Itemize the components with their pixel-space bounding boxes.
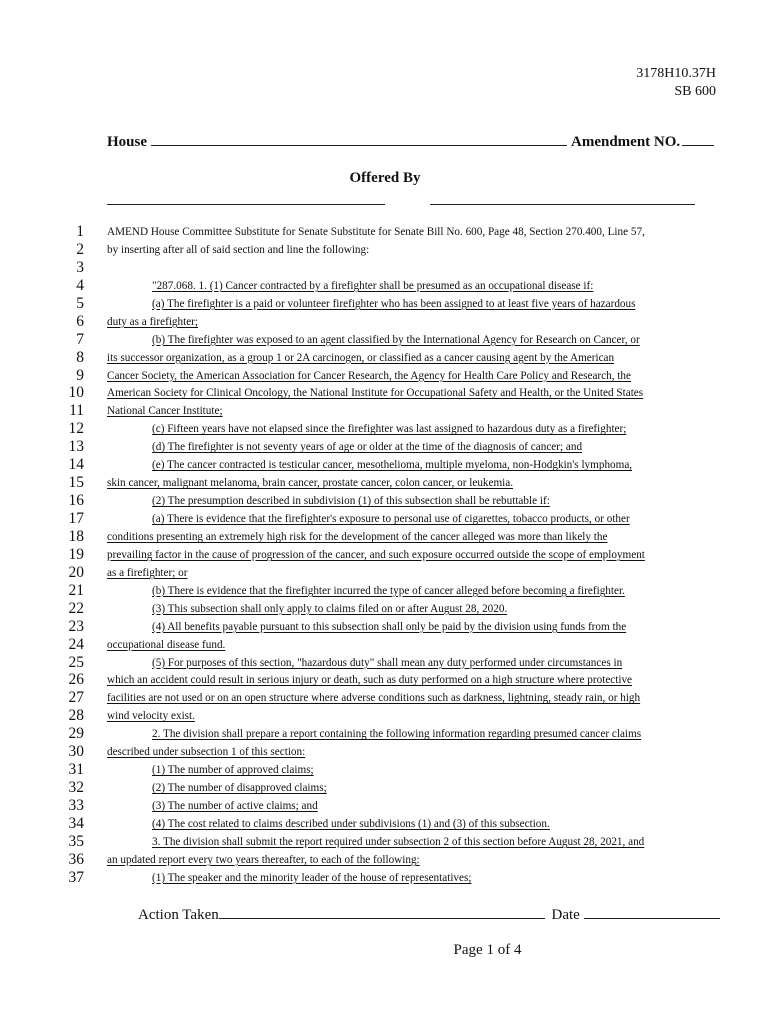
line-number: 8 xyxy=(76,348,84,366)
numbered-line xyxy=(0,546,770,564)
numbered-line xyxy=(0,636,770,654)
numbered-line xyxy=(0,851,770,869)
line-text: (4) The cost related to claims described under subdivisions (1) and (3) of this subsection. xyxy=(152,817,550,830)
numbered-line xyxy=(0,223,770,241)
line-text: which an accident could result in serious injury or death, such as duty performed on a high structure where protective xyxy=(107,674,633,687)
line-text: (c) Fifteen years have not elapsed since the firefighter was last assigned to hazardous duty as a firefighter; xyxy=(152,423,627,436)
numbered-line xyxy=(0,331,770,349)
line-number: 23 xyxy=(68,617,84,635)
document-identifier xyxy=(636,65,716,101)
numbered-line xyxy=(0,761,770,779)
line-text: described under subsection 1 of this section: xyxy=(107,746,306,759)
action-taken-line xyxy=(219,906,545,919)
amendment-body xyxy=(0,223,770,887)
line-text: (e) The cancer contracted is testicular cancer, mesothelioma, multiple myeloma, non-Hodgkin's lymphoma, xyxy=(152,459,633,472)
line-text: as a firefighter; or xyxy=(107,566,188,579)
sponsor-signature-line-2 xyxy=(430,204,695,205)
line-text: conditions presenting an extremely high risk for the development of the cancer alleged was more than likely the xyxy=(107,530,608,543)
line-text: skin cancer, malignant melanoma, brain cancer, prostate cancer, colon cancer, or leukemia. xyxy=(107,477,514,490)
line-number: 24 xyxy=(68,635,84,653)
numbered-line xyxy=(0,384,770,402)
line-number: 14 xyxy=(68,456,84,474)
numbered-line xyxy=(0,618,770,636)
line-number: 10 xyxy=(68,384,84,402)
line-number: 9 xyxy=(76,366,84,384)
numbered-line xyxy=(0,654,770,672)
line-text: duty as a firefighter; xyxy=(107,315,199,328)
numbered-line xyxy=(0,779,770,797)
numbered-line xyxy=(0,492,770,510)
line-number: 34 xyxy=(68,814,84,832)
numbered-line xyxy=(0,402,770,420)
amendment-number-label: Amendment NO. xyxy=(571,134,681,150)
numbered-line xyxy=(0,313,770,331)
numbered-line xyxy=(0,367,770,385)
line-number: 6 xyxy=(76,312,84,330)
line-number: 2 xyxy=(76,240,84,258)
line-text: wind velocity exist. xyxy=(107,710,195,723)
line-text: (2) The number of disapproved claims; xyxy=(152,782,327,795)
line-text: (3) This subsection shall only apply to claims filed on or after August 28, 2020. xyxy=(152,602,508,615)
line-text: (1) The speaker and the minority leader of the house of representatives; xyxy=(152,871,472,884)
numbered-line xyxy=(0,528,770,546)
line-text: prevailing factor in the cause of progression of the cancer, and such exposure occurred outside the scope of employment xyxy=(107,548,645,561)
line-number: 31 xyxy=(68,761,84,779)
numbered-line xyxy=(0,833,770,851)
line-number: 3 xyxy=(76,258,84,276)
line-text: "287.068. 1. (1) Cancer contracted by a firefighter shall be presumed as an occupational disease if: xyxy=(152,279,594,292)
numbered-line xyxy=(0,671,770,689)
line-number: 35 xyxy=(68,832,84,850)
line-number: 32 xyxy=(68,779,84,797)
sponsor-signature-line-1 xyxy=(107,204,385,205)
line-number: 22 xyxy=(68,599,84,617)
numbered-line xyxy=(0,600,770,618)
numbered-line xyxy=(0,438,770,456)
line-number: 30 xyxy=(68,743,84,761)
line-number: 27 xyxy=(68,689,84,707)
line-text: its successor organization, as a group 1 or 2A carcinogen, or classified as a cancer causing agent by the American xyxy=(107,351,615,364)
line-number: 19 xyxy=(68,545,84,563)
line-number: 26 xyxy=(68,671,84,689)
line-number: 1 xyxy=(76,223,84,240)
line-number: 5 xyxy=(76,294,84,312)
numbered-line xyxy=(0,259,770,277)
numbered-line xyxy=(0,797,770,815)
doc-id: 3178H10.37H xyxy=(636,66,716,81)
line-text: (5) For purposes of this section, "hazardous duty" shall mean any duty performed under circumstances in xyxy=(152,656,623,669)
line-text: (a) There is evidence that the firefighter's exposure to personal use of cigarettes, tobacco products, or other xyxy=(152,513,630,525)
line-number: 17 xyxy=(68,510,84,527)
amendment-header xyxy=(107,133,715,151)
amendment-number-blank xyxy=(682,133,714,146)
numbered-line xyxy=(0,456,770,474)
line-number: 4 xyxy=(76,276,84,294)
line-number: 33 xyxy=(68,797,84,814)
offered-by-heading: Offered By xyxy=(349,170,421,186)
page-number: Page 1 of 4 xyxy=(453,942,522,958)
line-text: National Cancer Institute; xyxy=(107,405,223,418)
line-text: (4) All benefits payable pursuant to this subsection shall only be paid by the division using funds from the xyxy=(152,620,627,633)
numbered-line xyxy=(0,564,770,582)
numbered-line xyxy=(0,420,770,438)
line-text: American Society for Clinical Oncology, the National Institute for Occupational Safety and Health, or the United States xyxy=(107,387,644,400)
line-number: 29 xyxy=(68,725,84,743)
bill-number: SB 600 xyxy=(674,84,716,99)
line-text: facilities are not used or on an open structure where adverse conditions such as darkness, lightning, steady rain, or high xyxy=(107,692,641,705)
date-label: Date xyxy=(551,907,580,923)
line-number: 36 xyxy=(68,850,84,868)
house-label: House xyxy=(107,134,148,150)
line-text: (a) The firefighter is a paid or volunteer firefighter who has been assigned to at least five years of hazardous xyxy=(152,297,636,310)
numbered-line xyxy=(0,725,770,743)
line-text: 3. The division shall submit the report required under subsection 2 of this section before August 28, 2021, and xyxy=(152,835,645,848)
numbered-line xyxy=(0,689,770,707)
line-number: 11 xyxy=(69,402,84,420)
line-text: (d) The firefighter is not seventy years of age or older at the time of the diagnosis of cancer; and xyxy=(152,441,583,454)
numbered-line xyxy=(0,241,770,259)
numbered-line xyxy=(0,582,770,600)
line-text: (3) The number of active claims; and xyxy=(152,800,318,812)
line-text: (b) The firefighter was exposed to an agent classified by the International Agency for Research on Cancer, or xyxy=(152,333,640,346)
action-footer xyxy=(138,906,720,924)
line-number: 28 xyxy=(68,707,84,725)
line-text: occupational disease fund. xyxy=(107,638,226,651)
line-text: Cancer Society, the American Association for Cancer Research, the Agency for Health Care Policy and Research, the xyxy=(107,369,631,382)
line-text: AMEND House Committee Substitute for Senate Substitute for Senate Bill No. 600, Page 48, Section 270.400, Line 57, xyxy=(107,226,645,238)
line-number: 7 xyxy=(76,330,84,348)
numbered-line xyxy=(0,295,770,313)
line-text: by inserting after all of said section and line the following: xyxy=(107,243,370,256)
line-number: 16 xyxy=(68,492,84,510)
numbered-line xyxy=(0,474,770,492)
action-taken-label: Action Taken xyxy=(138,907,219,923)
line-number: 15 xyxy=(68,474,84,492)
numbered-line xyxy=(0,743,770,761)
numbered-line xyxy=(0,815,770,833)
line-text: (2) The presumption described in subdivision (1) of this subsection shall be rebuttable if: xyxy=(152,495,550,508)
date-line xyxy=(584,906,720,919)
numbered-line xyxy=(0,349,770,367)
line-number: 21 xyxy=(68,581,84,599)
line-text: an updated report every two years thereafter, to each of the following: xyxy=(107,853,420,866)
line-number: 12 xyxy=(68,420,84,438)
line-number: 37 xyxy=(68,868,84,886)
numbered-line xyxy=(0,277,770,295)
line-number: 25 xyxy=(68,653,84,671)
line-text: 2. The division shall prepare a report containing the following information regarding presumed cancer claims xyxy=(152,728,642,741)
line-text: (1) The number of approved claims; xyxy=(152,764,314,777)
line-text: (b) There is evidence that the firefighter incurred the type of cancer alleged before becoming a firefighter. xyxy=(152,584,625,597)
house-blank-line xyxy=(151,133,567,146)
line-number: 20 xyxy=(68,563,84,581)
line-number: 18 xyxy=(68,527,84,545)
line-number: 13 xyxy=(68,438,84,456)
numbered-line xyxy=(0,707,770,725)
numbered-line xyxy=(0,869,770,887)
numbered-line xyxy=(0,510,770,528)
